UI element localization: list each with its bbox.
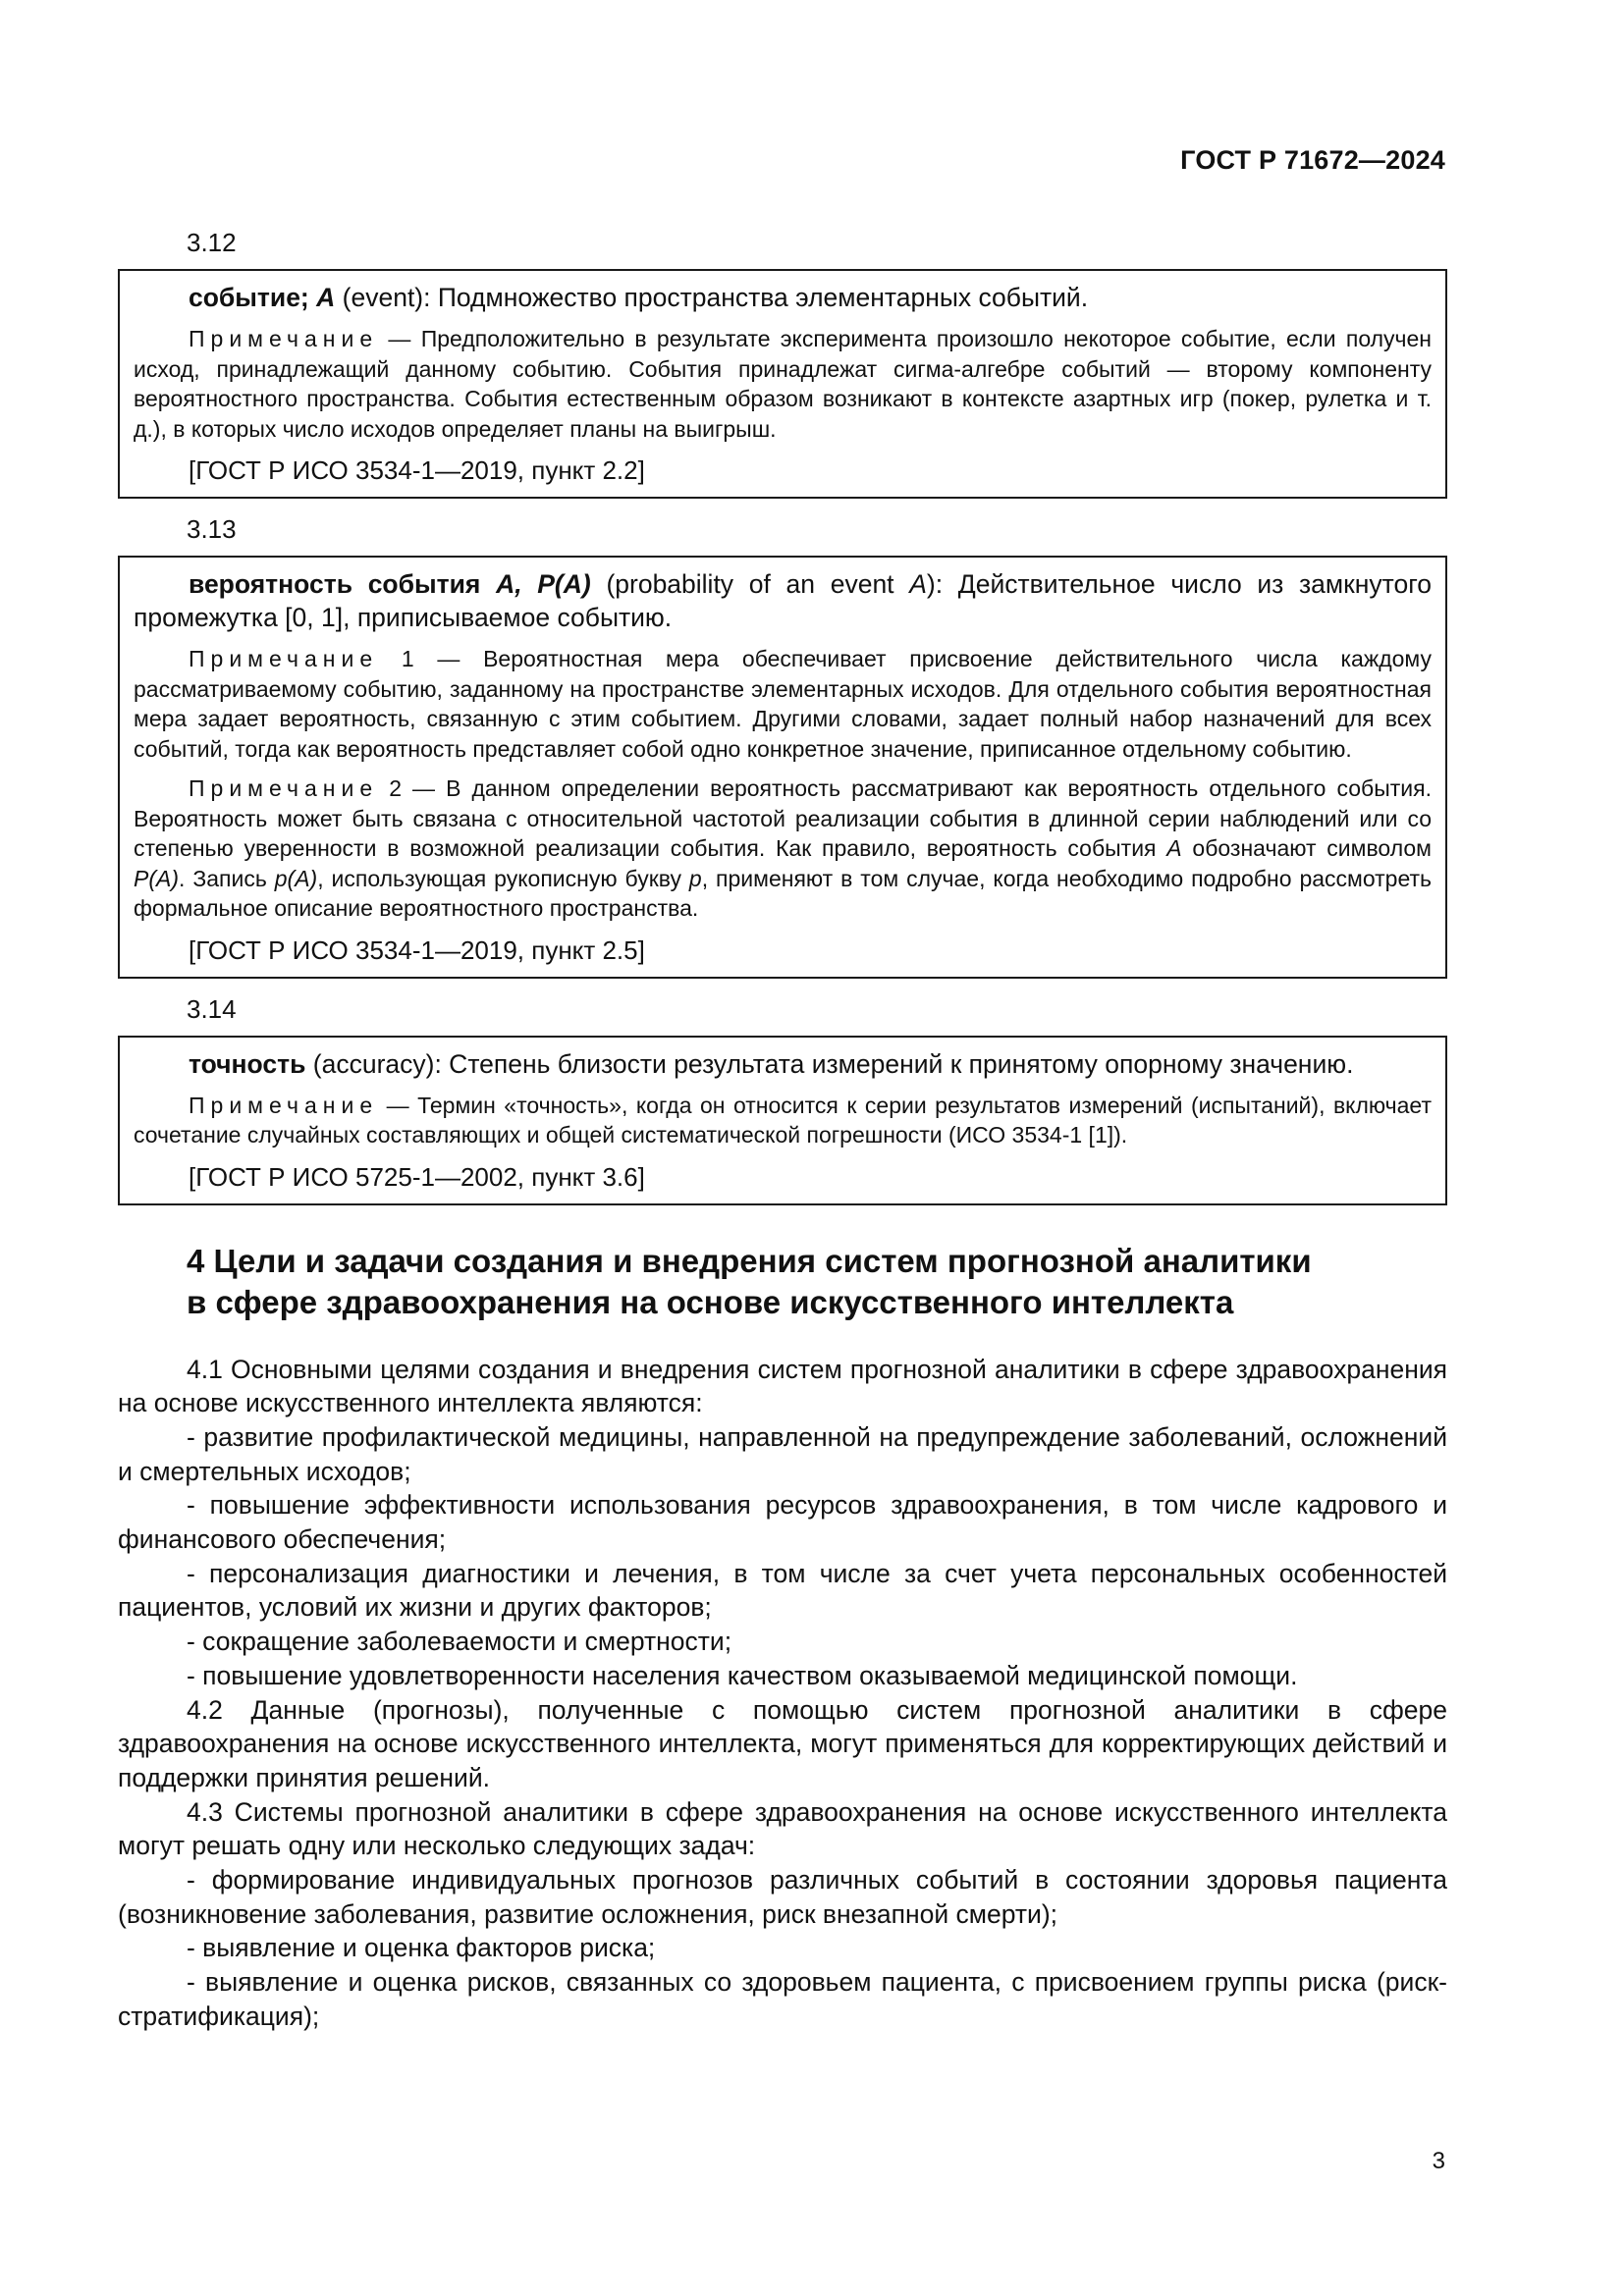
note-number: 2 — [378, 775, 402, 801]
term-text: (event): Подмножество пространства элементарных событий. — [342, 283, 1089, 312]
term-source: [ГОСТ Р ИСО 3534-1—2019, пункт 2.5] — [189, 934, 645, 965]
note-text: , использующая рукописную букву — [317, 865, 689, 891]
term-box-3-13 — [118, 556, 1447, 979]
note-text: , применяют в том случае, когда необходимо подробно рассмотреть формальное описание вероятностного пространства. — [134, 865, 1433, 921]
term-source: [ГОСТ Р ИСО 3534-1—2019, пункт 2.2] — [189, 455, 645, 485]
paragraph: 4.2 Данные (прогнозы), полученные с помощью систем прогнозной аналитики в сфере здравоохранения на основе искусственного интеллекта, могут применяться для корректирующих действий и поддержки принятия решений. — [118, 1694, 1447, 1792]
term-box-3-14 — [118, 1036, 1447, 1205]
note-label: Примечание — [189, 775, 379, 801]
term-box-3-12 — [118, 269, 1447, 499]
list-item: - повышение удовлетворенности населения качеством оказываемой медицинской помощи. — [187, 1660, 1298, 1690]
term-number: 3.13 — [187, 514, 237, 544]
term-symbol: A, P(A) — [496, 569, 591, 599]
list-item: - повышение эффективности использования ресурсов здравоохранения, в том числе кадрового и финансового обеспечения; — [118, 1490, 1447, 1555]
term-symbol: A — [316, 283, 336, 312]
note-text: обозначают символом — [1181, 835, 1432, 861]
note-symbol: P(A) — [134, 865, 179, 891]
note-text: — В данном определении вероятность рассматривают как вероятность отдельного события. Вероятность может быть связана с относительной частотой реализации события в длинной серии наблюдений или со степенью уверенности в возможной реализации события. Как правило, вероятность события — [134, 775, 1432, 861]
document-code: ГОСТ Р 71672—2024 — [1180, 145, 1445, 175]
list-item: - персонализация диагностики и лечения, в том числе за счет учета персональных особенностей пациентов, условий их жизни и других факторов; — [118, 1558, 1447, 1623]
list-item: - выявление и оценка рисков, связанных со здоровьем пациента, с присвоением группы риска (риск-стратификация); — [118, 1967, 1447, 2031]
term-definition — [134, 567, 1432, 634]
term-text: (accuracy): Степень близости результата измерений к принятому опорному значению. — [305, 1048, 1354, 1079]
note-text: — Вероятностная мера обеспечивает присвоение действительного числа каждому рассматриваемому событию, заданному на пространстве элементарных исходов. Для отдельного события вероятностная мера задает вероятность, связанную с этим событием. Другими словами, задает полный набор назначений для всех событий, тогда как вероятность представляет собой одно конкретное значение, приписанное отдельному событию. — [134, 646, 1432, 762]
note-symbol: А — [1166, 835, 1182, 861]
list-item: - формирование индивидуальных прогнозов различных событий в состоянии здоровья пациента (возникновение заболевания, развитие осложнения, риск внезапной смерти); — [118, 1865, 1447, 1929]
note-text: — Предположительно в результате эксперимента произошло некоторое событие, если получен исход, принадлежащий данному событию. События принадлежат сигма-алгебре событий — второму компоненту вероятностного пространства. События естественным образом возникают в контексте азартных игр (покер, рулетка и т. д.), в которых число исходов определяет планы на выигрыш. — [134, 326, 1432, 442]
list-item: - развитие профилактической медицины, направленной на предупреждение заболеваний, осложнений и смертельных исходов; — [118, 1421, 1447, 1486]
terms-section — [118, 224, 1447, 2034]
term-note — [134, 1091, 1432, 1150]
term-number: 3.12 — [187, 228, 237, 257]
term-text: ): Действительное число из замкнутого промежутка [0, 1], приписываемое событию. — [134, 569, 1433, 632]
page-number: 3 — [1432, 2148, 1445, 2174]
note-text: — Термин «точность», когда он относится к серии результатов измерений (испытаний), включает сочетание случайных составляющих и общей систематической погрешности (ИСО 3534-1 [1]). — [134, 1092, 1432, 1148]
note-number: 1 — [378, 646, 414, 671]
paragraph: 4.1 Основными целями создания и внедрения систем прогнозной аналитики в сфере здравоохранения на основе искусственного интеллекта являются: — [118, 1354, 1447, 1418]
term-definition — [134, 1047, 1432, 1081]
term-definition — [134, 281, 1432, 314]
list-item: - выявление и оценка факторов риска; — [187, 1933, 656, 1963]
term-name: вероятность события — [189, 569, 481, 599]
term-name: событие; — [189, 283, 309, 312]
list-item: - сокращение заболеваемости и смертности; — [187, 1627, 732, 1657]
term-number: 3.14 — [187, 993, 237, 1024]
term-text-symbol: A — [909, 569, 927, 599]
note-symbol: p — [688, 865, 702, 891]
section-title-line: в сфере здравоохранения на основе искусственного интеллекта — [187, 1283, 1234, 1320]
term-text: (probability of an event — [606, 569, 910, 599]
term-name: точность — [189, 1048, 306, 1079]
term-note — [134, 774, 1432, 924]
note-text: . Запись — [179, 865, 275, 891]
section-title — [118, 1241, 1447, 1323]
section-title-line: 4 Цели и задачи создания и внедрения систем прогнозной аналитики — [187, 1242, 1312, 1279]
note-symbol: p(A) — [274, 865, 318, 891]
term-source: [ГОСТ Р ИСО 5725-1—2002, пункт 3.6] — [189, 1161, 645, 1192]
section-body — [118, 1353, 1447, 2034]
paragraph: 4.3 Системы прогнозной аналитики в сфере здравоохранения на основе искусственного интеллекта могут решать одну или несколько следующих задач: — [118, 1796, 1447, 1861]
term-note — [134, 644, 1432, 764]
note-label: Примечание — [189, 1092, 379, 1118]
term-note — [134, 324, 1432, 444]
note-label: Примечание — [189, 326, 379, 351]
note-label: Примечание — [189, 646, 379, 671]
